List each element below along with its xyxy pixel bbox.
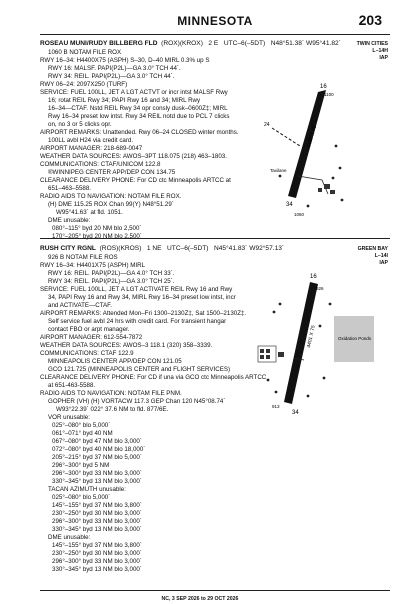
detail-line: DME unusable: xyxy=(48,217,91,224)
footer-dates: NC, 3 SEP 2026 to 29 OCT 2026 xyxy=(161,596,239,602)
rwy-length: 4400 X 75 xyxy=(306,124,319,149)
iap-ref: IAP xyxy=(379,260,388,266)
detail-line: 025°–080° blo 5,000´ xyxy=(52,494,111,501)
detail-line: GOPHER (VH) (H) VORTACW 117.3 GEP Chan 120 N45°08.74´ xyxy=(48,398,226,405)
detail-line: Self service fuel avbl 24 hrs with credit card. For transient hangar xyxy=(48,318,227,325)
detail-line: and ACTIVATE—CTAF. xyxy=(48,302,112,309)
turf-runway xyxy=(272,128,300,146)
detail-line: RWY 06–24: 2097X250 (TURF) xyxy=(40,81,128,88)
building xyxy=(330,190,335,194)
airport-location: 1 NE xyxy=(146,245,162,252)
detail-line: (H) DME 115.25 ROX Chan 99(Y) N48°51.29´ xyxy=(48,201,174,208)
detail-line: 025°–080° blo 5,000´ xyxy=(52,422,111,429)
region-label: GREEN BAY xyxy=(357,246,388,252)
taxilane-label: Taxilane xyxy=(270,168,287,173)
airport-ident: (ROX)(KROX) xyxy=(161,40,203,47)
detail-line: 330°–345° byd 13 NM blo 3,000´ xyxy=(52,478,142,485)
detail-line: RWY 16: MALSF. PAPI(P2L)—GA 3.0° TCH 44´. xyxy=(48,65,181,72)
detail-line: RWY 34: REIL. PAPI(P2L)—GA 3.0° TCH 25´. xyxy=(48,278,175,285)
detail-line: 100LL avbl H24 via credit card. xyxy=(48,137,134,144)
page-number: 203 xyxy=(358,12,382,28)
detail-line: 34, PAPI Rwy 16 and Rwy 34, MIRL Rwy 16–34 preset low intst, incr xyxy=(48,294,236,301)
airport-title-line xyxy=(40,40,341,48)
chart-refs-2 xyxy=(358,246,388,267)
detail-line: RWY 34: REIL. PAPI(P2L)—GA 3.0° TCH 44´. xyxy=(48,73,175,80)
elev-label: 1100 xyxy=(324,92,334,97)
detail-line: 926 B NOTAM FILE ROS xyxy=(48,254,118,261)
detail-line: AIRPORT MANAGER: 612-554-7872 xyxy=(40,334,143,341)
region-label: TWIN CITIES xyxy=(356,41,388,47)
detail-line: 230°–250° byd 30 NM blo 3,000´ xyxy=(52,550,142,557)
detail-line: 296°–300° byd 5 NM xyxy=(52,462,110,469)
page-header xyxy=(40,14,390,30)
elev-label: 926 xyxy=(316,286,324,291)
detail-line: TACAN AZIMUTH unusable: xyxy=(48,486,126,493)
detail-line: GCO 121.725 (MINNEAPOLIS CENTER and FLIGHT SERVICES) xyxy=(48,366,231,373)
detail-line: 16; rotat REIL Rwy 34; PAPI Rwy 16 and 34; MIRL Rwy xyxy=(48,97,201,104)
airport-ident: (ROS)(KROS) xyxy=(99,245,142,252)
detail-line: 1060 B NOTAM FILE ROX xyxy=(48,49,122,56)
detail-line: SERVICE: FUEL 100LL, JET A LGT ACTVT or incr intst MALSF Rwy xyxy=(40,89,228,96)
rwy-end-label: 34 xyxy=(292,410,299,416)
chart-ref: L–14H xyxy=(372,48,388,54)
detail-line: 145°–155° byd 37 NM blo 3,800´ xyxy=(52,502,142,509)
detail-line: at 651-463-5588. xyxy=(48,382,96,389)
detail-line: contact FBO or arpt manager. xyxy=(48,326,130,333)
turf-label: 24 xyxy=(264,122,270,128)
rwy-end-label: 16 xyxy=(310,274,317,280)
taxiway xyxy=(298,176,328,194)
detail-line: 330°–345° byd 13 NM blo 3,000´ xyxy=(52,526,142,533)
apron xyxy=(258,346,276,362)
footer-rule xyxy=(40,590,390,591)
airport-name: ROSEAU MUNI/RUDY BILLBERG FLD xyxy=(40,40,158,47)
detail-line: CLEARANCE DELIVERY PHONE: For CD ctc Minneapolis ARTCC at xyxy=(40,177,231,184)
airport-location: 2 E xyxy=(208,40,219,47)
detail-line: AIRPORT REMARKS: Unattended. Rwy 06–24 CLOSED winter months. xyxy=(40,129,239,136)
detail-line: 296°–300° byd 33 NM blo 3,000´ xyxy=(52,470,142,477)
chart-ref: L–14I xyxy=(374,253,388,259)
entry-divider xyxy=(40,238,390,239)
airport-diagram-rush-city xyxy=(250,268,382,418)
detail-line: VOR unusable: xyxy=(48,414,90,421)
detail-line: RWY 16–34: H4401X75 (ASPH) MIRL xyxy=(40,262,146,269)
detail-line: COMMUNICATIONS: CTAF/UNICOM 122.8 xyxy=(40,161,161,168)
airport-utc: UTC–6(–5DT) xyxy=(167,245,209,252)
rwy-end-label: 16 xyxy=(320,84,327,90)
detail-line: 072°–080° byd 40 NM blo 18,000´ xyxy=(52,446,146,453)
state-title: MINNESOTA xyxy=(177,14,253,28)
detail-line: W95°41.63´ at fld. 1051. xyxy=(56,209,123,216)
elev-label: 913 xyxy=(272,404,280,409)
detail-line: 205°–215° byd 37 NM blo 5,000´ xyxy=(52,454,142,461)
detail-line: CLEARANCE DELIVERY PHONE: For CD if una via GCO ctc Minneapolis ARTCC xyxy=(40,374,267,381)
detail-line: SERVICE: FUEL 100LL, JET A LGT ACTIVATE REIL Rwy 16 and Rwy xyxy=(40,286,233,293)
detail-line: DME unusable: xyxy=(48,534,91,541)
airport-coord: N48°51.38´ W95°41.82´ xyxy=(270,40,341,47)
detail-line: 170°–205° byd 20 NM blo 2,500´ xyxy=(52,233,142,240)
detail-line: RWY 16: REIL. PAPI(P2L)—GA 4.0° TCH 33´. xyxy=(48,270,175,277)
detail-line: ®WINNIPEG CENTER APP/DEP CON 134.75 xyxy=(48,169,176,176)
detail-line: 067°–080° byd 47 NM blo 3,000´ xyxy=(52,438,142,445)
elev-label: 1060 xyxy=(294,212,305,217)
detail-line: RADIO AIDS TO NAVIGATION: NOTAM FILE ROX. xyxy=(40,193,182,200)
detail-line: WEATHER DATA SOURCES: AWOS–3PT 118.075 (218) 463–1803. xyxy=(40,153,227,160)
airport-coord: N45°41.83´ W92°57.13´ xyxy=(213,245,285,252)
detail-line: 230°–250° byd 30 NM blo 3,000´ xyxy=(52,510,142,517)
detail-line: 16–34—CTAF. Nstd REIL Rwy 34 opr consly dusk–0600Z‡; MIRL xyxy=(48,105,228,112)
detail-line: COMMUNICATIONS: CTAF 122.9 xyxy=(40,350,134,357)
detail-line: 061°–071° byd 40 NM xyxy=(52,430,113,437)
rwy-end-label: 34 xyxy=(286,202,293,208)
detail-line: 651–463–5588. xyxy=(48,185,92,192)
iap-ref: IAP xyxy=(379,55,388,61)
airport-title-line xyxy=(40,245,284,253)
building xyxy=(318,188,322,192)
detail-line: W93°22.39´ 022° 37.6 NM to fld. 877/6E. xyxy=(56,406,169,413)
detail-line: RADIO AIDS TO NAVIGATION: NOTAM FILE PNM. xyxy=(40,390,182,397)
detail-line: 080°–115° byd 20 NM blo 2,500´ xyxy=(52,225,142,232)
detail-line: AIRPORT REMARKS: Attended Mon–Fri 1300–2130Z‡, Sat 1500–2130Z‡. xyxy=(40,310,247,317)
detail-line: RWY 16–34: H4400X75 (ASPH) S–30, D–40 MIRL 0.3% up S xyxy=(40,57,210,64)
rwy-length: 4401 X 75 xyxy=(306,324,317,349)
detail-line: AIRPORT MANAGER: 218-689-0047 xyxy=(40,145,143,152)
detail-line: 296°–300° byd 33 NM blo 3,000´ xyxy=(52,518,142,525)
detail-line: Rwy 16–34 preset low intst. Rwy 34 REIL notd due to PCL 7 clicks xyxy=(48,113,230,120)
chart-refs-1 xyxy=(357,41,388,62)
detail-line: WEATHER DATA SOURCES: AWOS–3 118.1 (320) 358–3339. xyxy=(40,342,213,349)
detail-line: 296°–300° byd 33 NM blo 3,000´ xyxy=(52,558,142,565)
airport-utc: UTC–6(–5DT) xyxy=(223,40,266,47)
building xyxy=(324,184,330,189)
airport-name: RUSH CITY RGNL xyxy=(40,245,96,252)
airport-diagram-roseau xyxy=(258,76,380,226)
detail-line: MINNEAPOLIS CENTER APP/DEP CON 121.05 xyxy=(48,358,182,365)
header-rule xyxy=(40,34,390,35)
detail-line: on, no 3 or 5 clicks opr. xyxy=(48,121,112,128)
pond-label: Oxidation Ponds xyxy=(338,336,372,341)
detail-line: 145°–155° byd 37 NM blo 3,800´ xyxy=(52,542,142,549)
detail-line: 330°–345° byd 13 NM blo 3,000´ xyxy=(52,566,142,573)
